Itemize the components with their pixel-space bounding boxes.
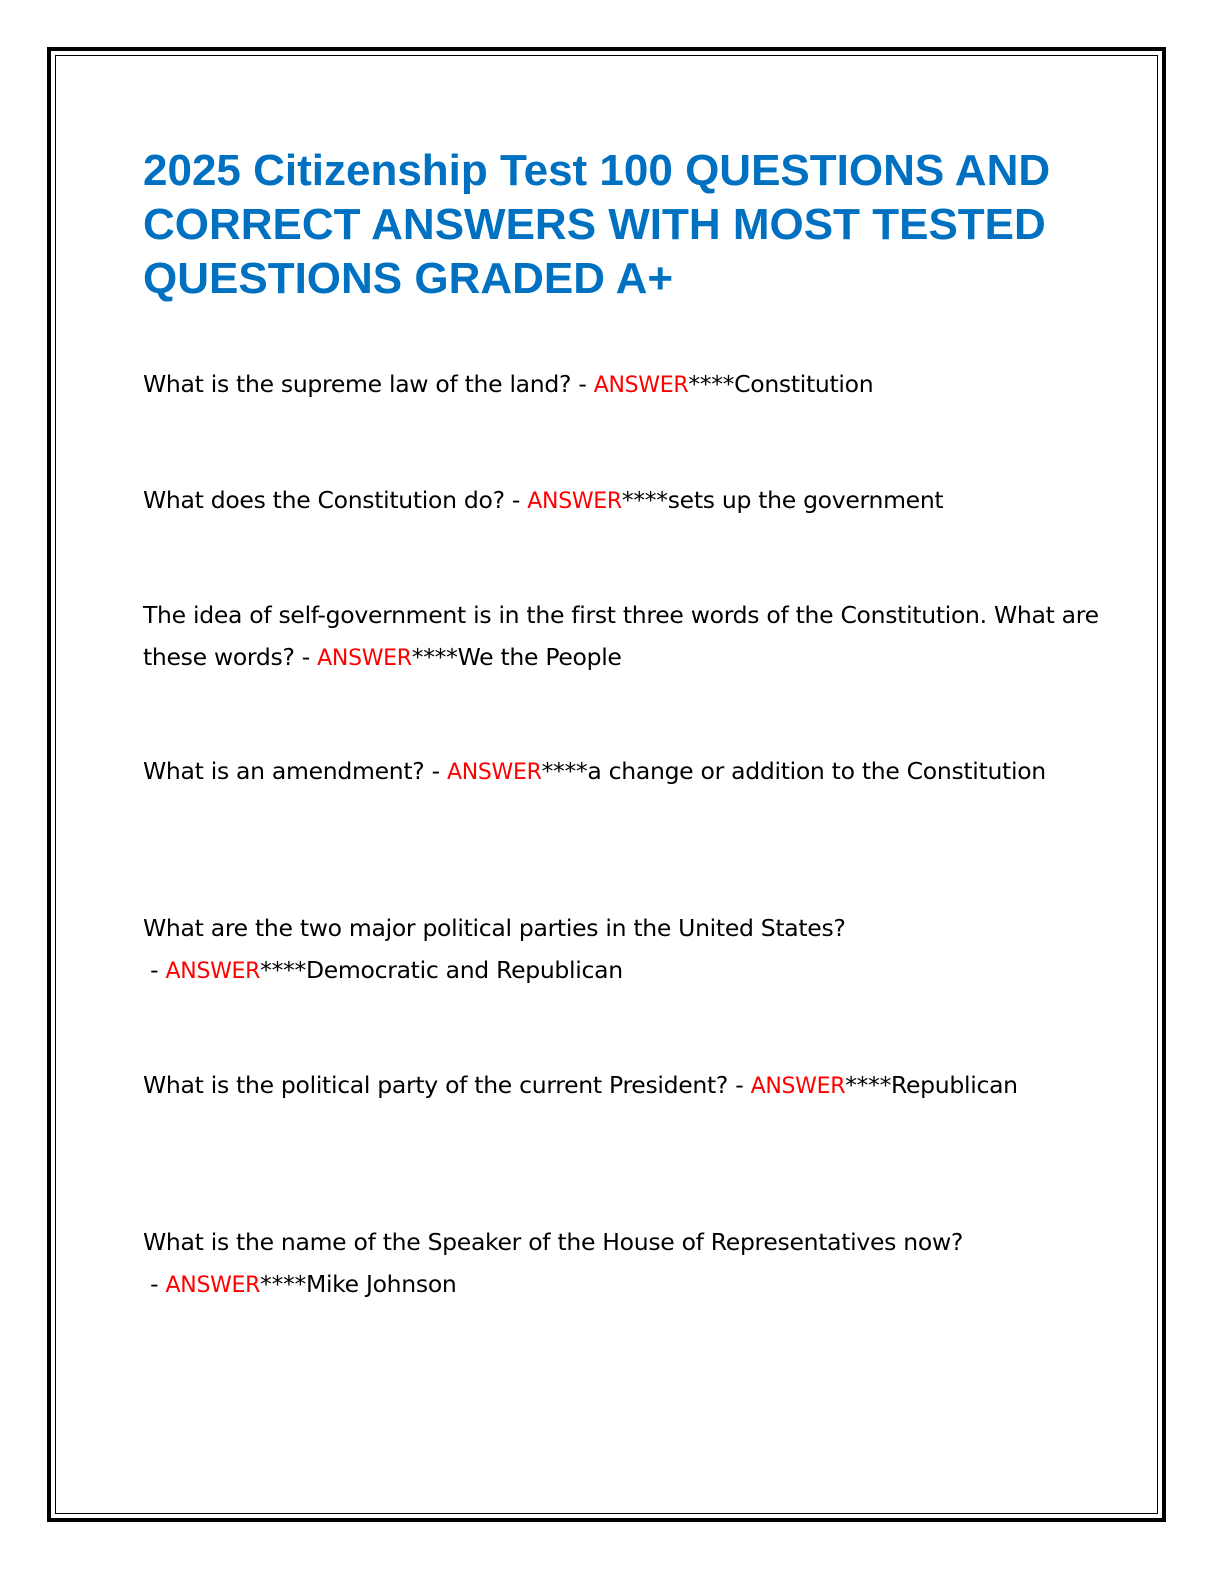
separator: - [143,956,166,984]
answer-label: ANSWER [317,646,412,671]
answer-stars: **** [260,956,306,984]
answer-text: Constitution [734,370,874,398]
answer-stars: **** [411,643,458,671]
answer-stars: **** [541,757,588,785]
question-text: What is the name of the Speaker of the House of Representatives now? [143,1228,964,1256]
question-text: What are the two major political parties in the United States? [143,914,846,942]
qa-item-2 [143,479,1103,523]
answer-text: a change or addition to the Constitution [587,757,1046,785]
qa-item-7 [143,1221,1103,1307]
separator: - [424,757,447,785]
question-text: What is the political party of the current President? [143,1071,729,1099]
answer-stars: **** [260,1270,306,1298]
separator: - [143,1270,166,1298]
qa-item-6 [143,1064,1103,1108]
answer-label: ANSWER [527,489,622,514]
answer-text: Republican [891,1071,1018,1099]
separator: - [294,643,318,671]
question-text: What is an amendment? [143,757,425,785]
qa-item-4 [143,750,1103,794]
question-text: What does the Constitution do? [143,486,505,514]
question-text: The idea of self-government is in the first three words of the Constitution. What are these words? [143,601,1099,671]
answer-label: ANSWER [165,959,261,984]
question-text: What is the supreme law of the land? [143,370,572,398]
answer-stars: **** [845,1071,892,1099]
answer-text: Democratic and Republican [305,956,623,984]
qa-item-5 [143,907,1103,993]
answer-label: ANSWER [165,1273,261,1298]
answer-text: sets up the government [667,486,944,514]
answer-label: ANSWER [446,760,542,785]
separator: - [571,370,594,398]
answer-label: ANSWER [593,373,689,398]
answer-text: We the People [457,643,622,671]
separator: - [728,1071,751,1099]
document-title: 2025 Citizenship Test 100 QUESTIONS AND CORRECT ANSWERS WITH MOST TESTED QUESTIONS GRADED A+ [143,146,1051,303]
answer-text: Mike Johnson [305,1270,457,1298]
answer-label: ANSWER [750,1074,846,1099]
separator: - [504,486,528,514]
qa-item-1 [143,363,1103,407]
answer-stars: **** [688,370,735,398]
qa-item-3 [143,594,1103,680]
answer-stars: **** [621,486,668,514]
